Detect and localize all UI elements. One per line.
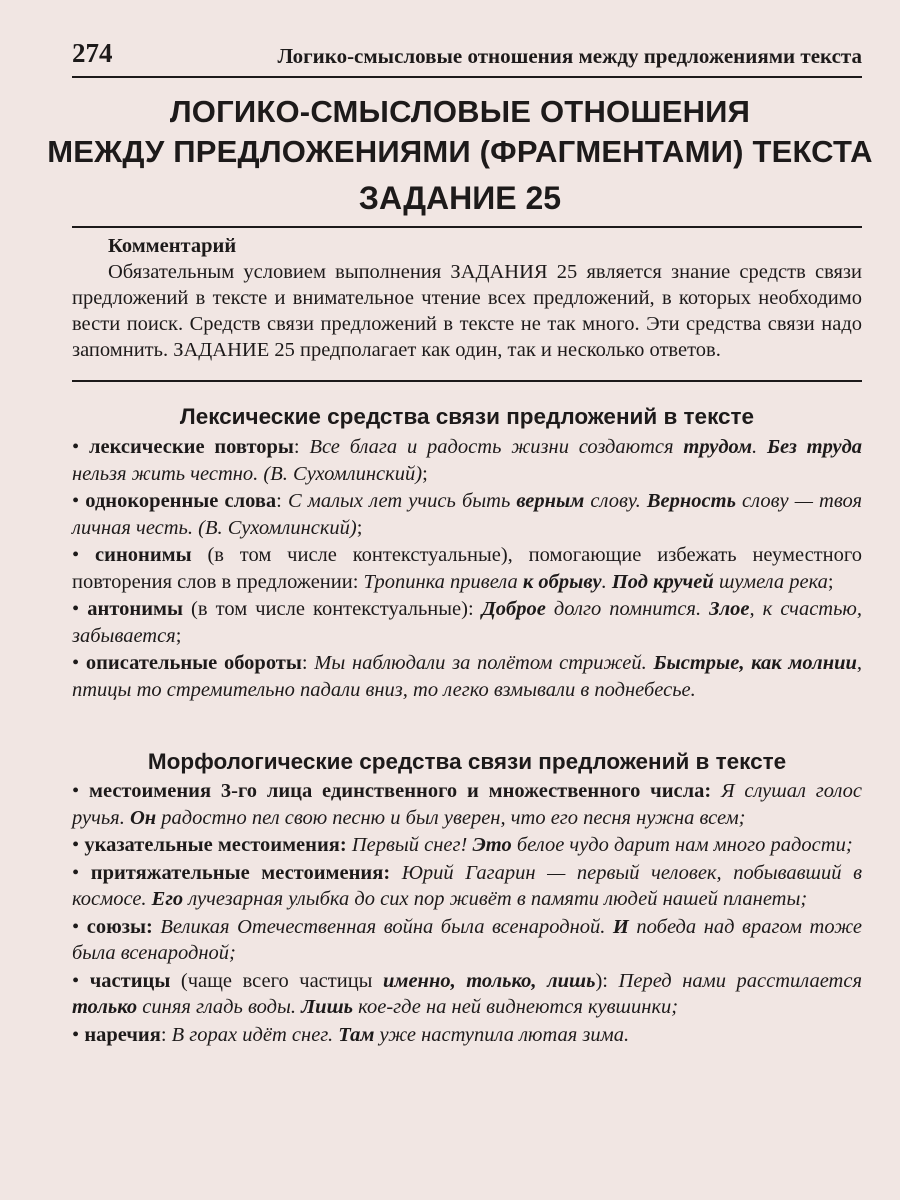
lexical-heading: Лексические средства связи предложений в тексте xyxy=(179,404,755,429)
text-segment: Перед нами расстилается xyxy=(618,969,862,992)
text-segment: Доброе xyxy=(481,598,546,620)
text-segment: • xyxy=(72,969,90,992)
list-item-antonyms xyxy=(72,596,862,649)
text-segment: к обрыву xyxy=(522,570,602,593)
text-segment: наречия xyxy=(84,1023,161,1046)
list-item-particles xyxy=(72,968,862,1021)
text-segment: Лишь xyxy=(301,996,354,1018)
text-segment: Я слушал голос ручья. xyxy=(72,780,863,829)
text-segment: ; xyxy=(827,570,834,593)
text-segment: уже наступила лютая зима. xyxy=(374,1023,630,1046)
text-segment: нельзя жить честно. (В. Сухомлинский) xyxy=(72,462,423,485)
text-segment: ; xyxy=(356,516,363,539)
morphological-list xyxy=(72,778,862,1049)
text-segment: белое чудо дарит нам много радости; xyxy=(511,834,853,856)
text-segment xyxy=(711,780,721,802)
text-segment: • xyxy=(72,652,86,674)
list-item-adverbs xyxy=(72,1022,862,1049)
text-segment: В горах идёт снег. xyxy=(171,1023,339,1046)
list-item-demonstrative xyxy=(72,832,862,859)
text-segment: • xyxy=(72,780,90,802)
list-item-possessive xyxy=(72,860,862,913)
comment-box xyxy=(72,226,862,382)
text-segment: слову. xyxy=(584,490,647,512)
page-header xyxy=(72,36,862,78)
comment-text: Обязательным условием выполнения ЗАДАНИЯ 25 является знание средств связи предложений в тексте и внимательное чтение всех предложений, в которых необходимо вести поиск. Средств связи предложений в тексте не так много. Эти средства связи надо запомнить. ЗАДАНИЕ 25 предполагает как один, так и несколько ответов. xyxy=(72,261,862,361)
text-segment: антонимы xyxy=(87,598,183,620)
text-segment: радостно пел свою песню и был уверен, что его песня нужна всем; xyxy=(156,806,746,829)
text-segment: • xyxy=(72,834,85,856)
text-segment: Все блага и радость жизни создаются xyxy=(309,436,684,458)
list-item-repeats xyxy=(72,434,862,487)
text-segment: описательные обороты xyxy=(85,652,302,674)
text-segment: синяя гладь воды. xyxy=(137,996,302,1018)
text-segment: • xyxy=(72,544,96,566)
list-item-pronouns-3rd xyxy=(72,778,862,831)
text-segment: Юрий Гагарин — первый человек, побывавший в космосе. xyxy=(72,861,863,910)
text-segment: : xyxy=(293,436,310,458)
text-segment: синонимы xyxy=(95,544,192,566)
text-segment: кое-где на ней виднеются кувшинки; xyxy=(353,996,679,1018)
text-segment: Там xyxy=(338,1023,375,1046)
text-segment: ): xyxy=(595,969,619,992)
text-segment: ; xyxy=(175,624,182,647)
text-segment: Мы наблюдали за полётом стрижей. xyxy=(314,652,654,674)
list-item-synonyms xyxy=(72,542,862,595)
text-segment: • xyxy=(72,861,91,884)
text-segment: • xyxy=(72,915,87,938)
page-number: 274 xyxy=(72,38,113,68)
text-segment: : xyxy=(301,652,315,674)
text-segment: слову — твоя личная честь. (В. Сухомлинский) xyxy=(72,490,862,539)
chapter-title xyxy=(40,92,880,222)
text-segment: Без труда xyxy=(766,436,863,458)
text-segment: Это xyxy=(472,834,512,856)
morphological-heading: Морфологические средства связи предложений в тексте xyxy=(147,749,787,774)
title-line-2: МЕЖДУ ПРЕДЛОЖЕНИЯМИ (ФРАГМЕНТАМИ) ТЕКСТА xyxy=(47,134,873,169)
list-item-cognates xyxy=(72,488,862,541)
text-segment: Быстрые, как молнии xyxy=(653,652,857,674)
comment-label: Комментарий xyxy=(108,235,237,257)
text-segment: Верность xyxy=(646,490,736,512)
text-segment: • xyxy=(72,598,88,620)
text-segment: Его xyxy=(151,888,184,910)
title-line-1: ЛОГИКО-СМЫСЛОВЫЕ ОТНОШЕНИЯ xyxy=(169,94,751,129)
text-segment: И xyxy=(612,915,629,938)
text-segment: именно, только, лишь xyxy=(383,969,596,992)
list-item-conjunctions xyxy=(72,914,862,967)
text-segment: С малых лет учись быть xyxy=(287,490,517,512)
text-segment: указательные местоимения: xyxy=(84,834,347,856)
running-title: Логико-смысловые отношения между предложениями текста xyxy=(277,44,862,68)
task-title: ЗАДАНИЕ 25 xyxy=(358,180,562,216)
text-segment: только xyxy=(72,996,138,1018)
text-segment: : xyxy=(160,1023,172,1046)
text-segment: долго помнится. xyxy=(545,598,710,620)
list-item-descriptive xyxy=(72,650,862,703)
text-segment: однокоренные слова xyxy=(85,490,277,512)
text-segment: местоимения 3-го лица единственного и множественного числа: xyxy=(89,780,712,802)
text-segment: Под кручей xyxy=(611,570,714,593)
text-segment: союзы: xyxy=(86,915,153,938)
text-segment: • xyxy=(72,436,89,458)
text-segment xyxy=(390,862,402,884)
text-segment: лексические повторы xyxy=(89,436,294,458)
text-segment: верным xyxy=(516,490,585,512)
text-segment: • xyxy=(72,1023,85,1046)
text-segment: трудом xyxy=(683,436,753,458)
text-segment: , птицы то стремительно падали вниз, то легко взмывали в поднебесье. xyxy=(72,652,862,701)
text-segment: , к счастью, забывается xyxy=(72,598,863,647)
text-segment: ; xyxy=(422,462,428,485)
text-segment: притяжательные местоимения: xyxy=(90,861,391,884)
text-segment: лучезарная улыбка до сих пор живёт в памяти людей нашей планеты; xyxy=(183,888,808,910)
text-segment: : xyxy=(276,490,288,512)
text-segment: частицы xyxy=(89,969,171,992)
text-segment: (в том числе контекстуальные): xyxy=(182,598,482,620)
text-segment: • xyxy=(72,490,86,512)
text-segment: Злое xyxy=(709,598,750,620)
text-segment: Великая Отечественная война была всенародной. xyxy=(160,915,613,938)
text-segment: . xyxy=(601,570,612,593)
text-segment: Тропинка привела xyxy=(363,570,523,593)
text-segment: Он xyxy=(129,806,157,829)
text-segment: (в том числе контекстуальные), помогающие избежать неуместного повторения слов в предложении: xyxy=(72,544,862,593)
text-segment: Первый снег! xyxy=(351,834,473,856)
text-segment: . xyxy=(752,436,767,458)
text-segment: шумела река xyxy=(713,570,828,593)
lexical-list xyxy=(72,434,862,704)
text-segment: (чаще всего частицы xyxy=(170,969,384,992)
text-segment: победа над врагом тоже была всенародной; xyxy=(72,915,863,964)
